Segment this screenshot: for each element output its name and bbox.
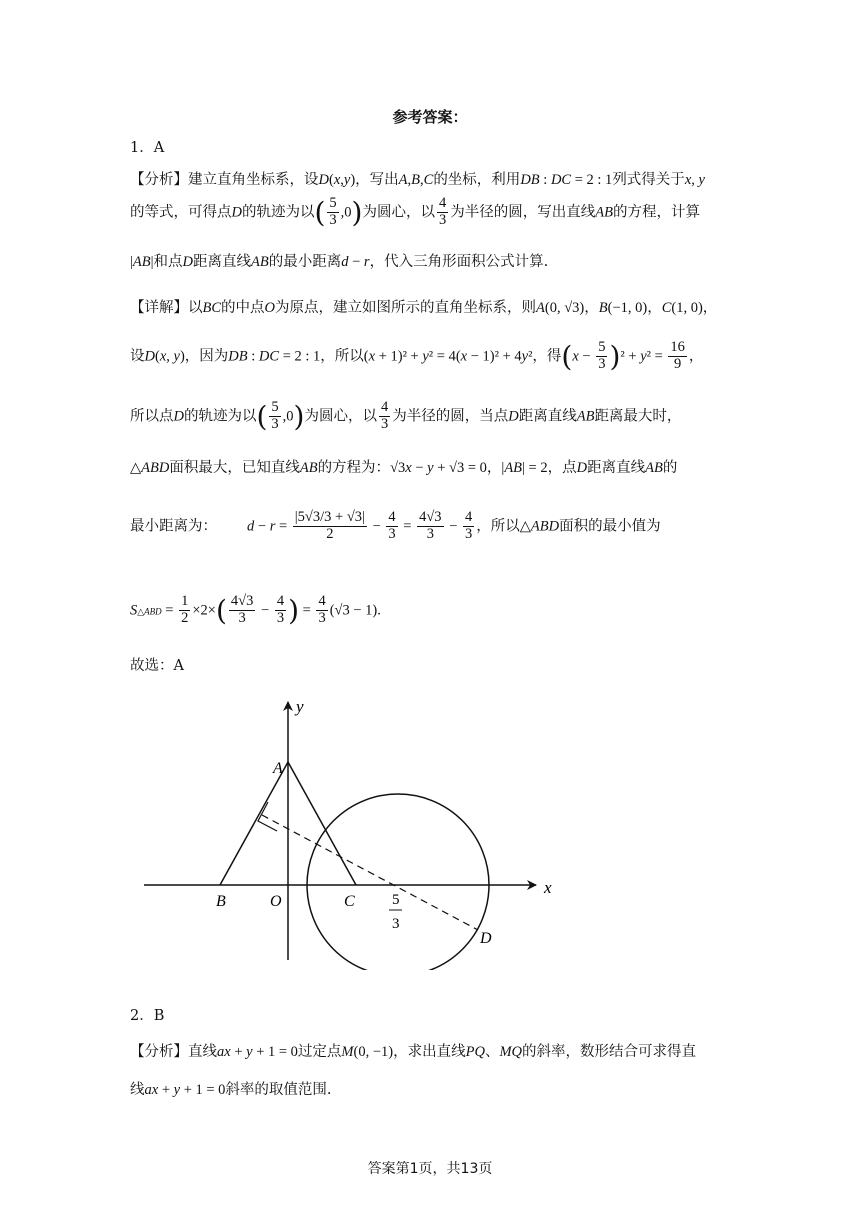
- q1-choose: 故选：A: [130, 658, 184, 674]
- label-D: D: [480, 930, 492, 947]
- q1-detail-line2: 设D(x, y)，因为DB : DC = 2 : 1，所以(x + 1)² + y² = 4(x − 1)² + 4y²，得(x − $\frac{5}{3}$ )² + y² = $\frac{16}{9}$ ，: [130, 339, 704, 373]
- q1-detail-line3: 所以点D的轨迹为以( $\frac{5}{3}$ ,0)为圆心，以 $\frac{4}{3}$ 为半径的圆，当点D距离直线AB距离最大时，: [130, 399, 682, 433]
- q1-detail-line4: △ABD面积最大，已知直线AB的方程为：√3x − y + √3 = 0，|AB| = 2，点D距离直线AB的: [130, 460, 678, 476]
- label-A: A: [273, 760, 283, 777]
- locus-circle: [307, 794, 489, 970]
- label-x: x: [544, 878, 552, 897]
- q1-detail-line1: 【详解】以BC的中点O为原点，建立如图所示的直角坐标系，则A(0, √3)，B(−1, 0)，C(1, 0)，: [130, 300, 718, 316]
- q2-analysis-line1: 【分析】直线ax + y + 1 = 0过定点M(0, −1)，求出直线PQ、MQ的斜率，数形结合可求得直: [130, 1044, 697, 1060]
- label-three: 3: [392, 916, 400, 932]
- label-y: y: [296, 697, 304, 716]
- q2-number: 2．B: [130, 1008, 165, 1024]
- q1-detail-line6: S△ABD = $\frac{1}{2}$ ×2×( $\frac{4√3}{3}$ − $\frac{4}{3}$ ) = $\frac{4}{3}$ (√3 − 1).: [130, 593, 381, 627]
- label-five: 5: [392, 892, 400, 908]
- page-title: 参考答案：: [392, 108, 468, 126]
- geometry-figure: [140, 690, 570, 970]
- q1-analysis-line1: 【分析】建立直角坐标系，设D(x,y)，写出A,B,C的坐标，利用DB : DC = 2 : 1列式得关于x, y: [130, 172, 705, 188]
- right-angle-mark: [258, 802, 277, 831]
- label-B: B: [216, 893, 226, 910]
- label-C: C: [344, 893, 355, 910]
- q1-analysis-line2: 的等式，可得点D的轨迹为以( $\frac{5}{3}$ ,0)为圆心，以 $\frac{4}{3}$ 为半径的圆，写出直线AB的方程，计算: [130, 195, 700, 229]
- q1-detail-line5: 最小距离为： d − r = $\frac{|5√3/3 + √3|}{2}$ − $\frac{4}{3}$ = $\frac{4√3}{3}$ − $\frac{4}{3}$ ，所以△ABD面积的最小值为: [130, 509, 661, 542]
- q2-analysis-line2: 线ax + y + 1 = 0斜率的取值范围.: [130, 1082, 332, 1098]
- label-O: O: [270, 893, 282, 910]
- perpendicular-dashed: [262, 815, 478, 930]
- q1-number: 1．A: [130, 140, 165, 156]
- q1-analysis-line3: |AB|和点D距离直线AB的最小距离d − r，代入三角形面积公式计算.: [130, 254, 549, 270]
- segment-AC: [288, 762, 356, 885]
- page-footer: 答案第1页，共13页: [367, 1161, 493, 1177]
